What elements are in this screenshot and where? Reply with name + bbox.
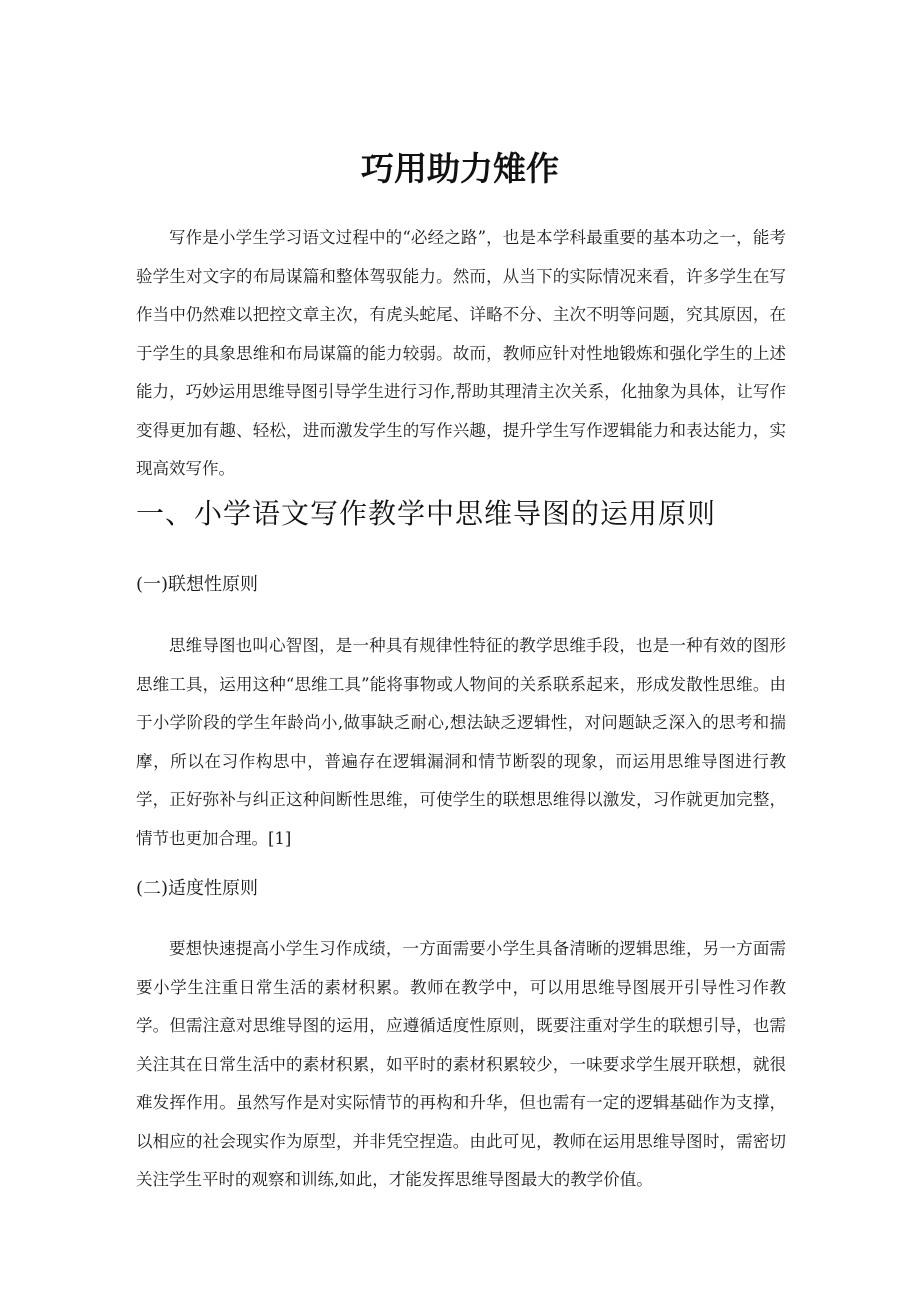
document-title: 巧用助力雉作 [361,149,559,188]
subsection-heading-association: (一)联想性原则 [136,574,259,595]
moderation-paragraph: 要想快速提高小学生习作成绩，一方面需要小学生具备清晰的逻辑思维，另一方面需要小学生注重日常生活的素材积累。教师在教学中，可以用思维导图展开引导性习作教学。但需注意对思维导图的运用，应遵循适度性原则，既要注重对学生的联想引导，也需关注其在日常生活中的素材积累，如平时的素材积累较少，一味要求学生展开联想，就很难发挥作用。虽然写作是对实际情节的再构和升华，但也需有一定的逻辑基础作为支撑，以相应的社会现实作为原型，并非凭空捏造。由此可见，教师在运用思维导图时，需密切关注学生平时的观察和训练,如此，才能发挥思维导图最大的教学价值。 [136,939,786,1189]
association-paragraph: 思维导图也叫心智图，是一种具有规律性特征的教学思维手段，也是一种有效的图形思维工具，运用这种“思维工具”能将事物或人物间的关系联系起来，形成发散性思维。由于小学阶段的学生年龄尚小,做事缺乏耐心,想法缺乏逻辑性，对问题缺乏深入的思考和揣摩，所以在习作构思中，普遍存在逻辑漏洞和情节断裂的现象，而运用思维导图进行教学，正好弥补与纠正这种间断性思维，可使学生的联想思维得以激发，习作就更加完整，情节也更加合理。[1] [136,636,786,848]
section-heading: 一、小学语文写作教学中思维导图的运用原则 [136,497,717,530]
subsection-heading-moderation: (二)适度性原则 [136,878,259,899]
intro-paragraph: 写作是小学生学习语文过程中的“必经之路”，也是本学科最重要的基本功之一，能考验学生对文字的布局谋篇和整体驾驭能力。然而，从当下的实际情况来看，许多学生在写作当中仍然难以把控文章主次，有虎头蛇尾、详略不分、主次不明等问题，究其原因，在于学生的具象思维和布局谋篇的能力较弱。故而，教师应针对性地锻炼和强化学生的上述能力，巧妙运用思维导图引导学生进行习作,帮助其理清主次关系，化抽象为具体，让写作变得更加有趣、轻松，进而激发学生的写作兴趣，提升学生写作逻辑能力和表达能力，实现高效写作。 [136,228,786,478]
